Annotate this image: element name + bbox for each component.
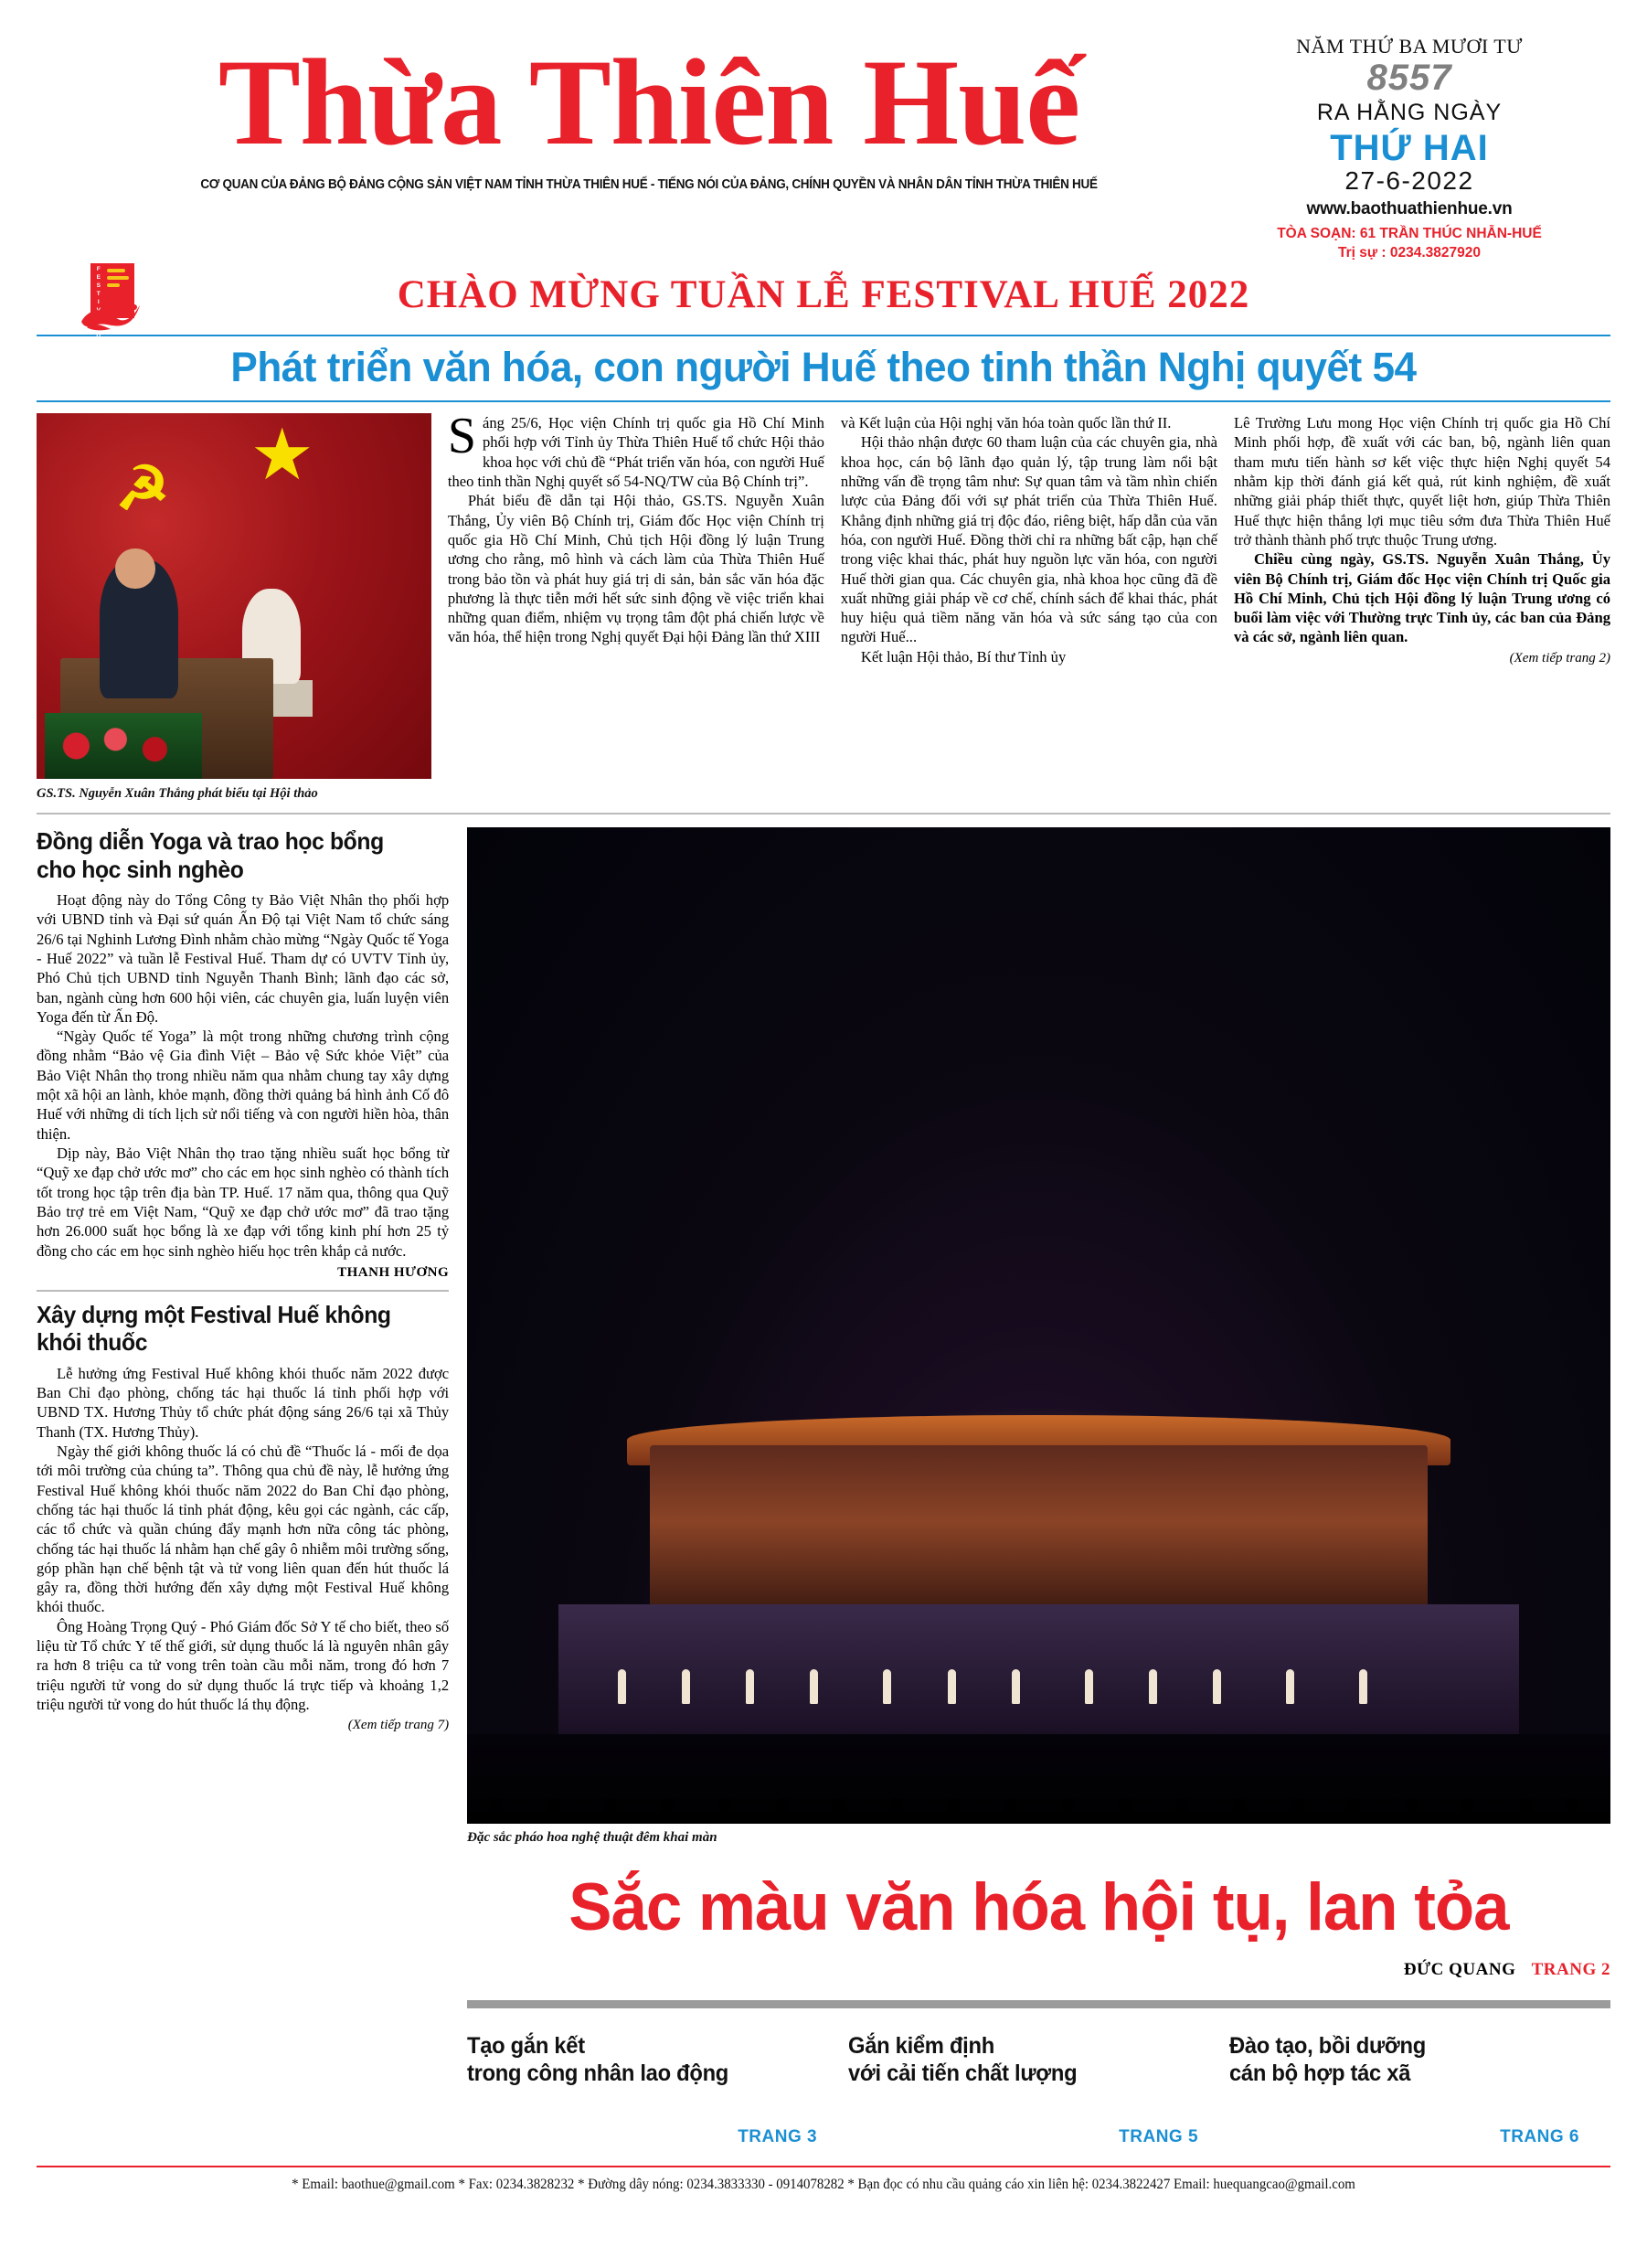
newspaper-tagline: CƠ QUAN CỦA ĐẢNG BỘ ĐẢNG CỘNG SẢN VIỆT NAM TỈNH THỪA THIÊN HUẾ - TIẾNG NÓI CỦA ĐẢNG, CHÍNH QUYỀN VÀ NHÂN DÂN TỈNH THỪA THIÊN HUẾ xyxy=(200,177,1098,192)
teaser-item[interactable] xyxy=(467,2032,848,2147)
top-story-headline[interactable]: Phát triển văn hóa, con người Huế theo tinh thần Nghị quyết 54 xyxy=(230,344,1417,390)
side2-para-1: Lễ hưởng ứng Festival Huế không khói thuốc năm 2022 được Ban Chỉ đạo phòng, chống tác hại thuốc lá tỉnh phối hợp với UBND TX. Hương Thủy tổ chức phát động sáng 26/6 tại xã Thủy Thanh (TX. Hương Thủy). xyxy=(37,1364,450,1441)
lead-para-7: Chiều cùng ngày, GS.TS. Nguyễn Xuân Thắng, Ủy viên Bộ Chính trị, Giám đốc Học viện Chính trị Quốc gia Hồ Chí Minh, Chủ tịch Hội đồng lý luận Trung ương có buổi làm việc với Thường trực Tỉnh ủy, các ban của Đảng và các sở, ngành liên quan. xyxy=(1233,550,1611,646)
teaser-1-line-1: Tạo gắn kết xyxy=(467,2033,585,2060)
teaser-2-line-1: Gắn kiểm định xyxy=(848,2033,995,2060)
feature-page-ref[interactable]: TRANG 2 xyxy=(1531,1960,1610,1980)
teaser-3-line-2: cán bộ hợp tác xã xyxy=(1229,2060,1411,2087)
feature-byline: ĐỨC QUANG xyxy=(1403,1960,1516,1980)
stage-performers xyxy=(581,1614,1496,1704)
masthead-info-block xyxy=(1199,35,1620,263)
drop-cap: S xyxy=(447,408,476,464)
teaser-row xyxy=(467,2032,1610,2147)
lead-article xyxy=(37,408,1611,802)
side1-para-1: Hoạt động này do Tổng Công ty Bảo Việt Nhân thọ phối hợp với UBND tỉnh và Đại sứ quán Ấn Độ tại Việt Nam tổ chức sáng 26/6 tại Nghinh Lương Đình nhằm chào mừng “Ngày Quốc tế Yoga - Huế 2022” và tuần lễ Festival Huế. Tham dự có UVTV Tỉnh ủy, Phó Chủ tịch UBND tỉnh Nguyễn Thanh Bình; lãnh đạo các sở, ban, ngành cùng hơn 600 hội viên, các chuyên gia, luấn luyện viên Yoga đến từ Ấn Độ. xyxy=(37,890,450,1026)
issue-number: 8557 xyxy=(1366,58,1452,98)
lead-photo xyxy=(37,413,431,779)
teaser-2-page[interactable]: TRANG 5 xyxy=(1119,2127,1199,2147)
lead-column-3 xyxy=(1234,413,1610,802)
footer-contact-line: * Email: baothue@gmail.com * Fax: 0234.3828232 * Đường dây nóng: 0234.3833330 - 0914078282 * Bạn đọc có nhu cầu quảng cáo xin liên hệ: 0234.3822427 Email: huequangcao@gmail.com xyxy=(292,2177,1355,2193)
rule-above-headline xyxy=(37,335,1610,336)
frequency-label: RA HẰNG NGÀY xyxy=(1316,100,1503,125)
side-story-1-byline: THANH HƯƠNG xyxy=(337,1264,450,1280)
side-story-2-continued-link[interactable]: (Xem tiếp trang 7) xyxy=(347,1718,450,1733)
side1-para-2: “Ngày Quốc tế Yoga” là một trong những chương trình cộng đồng nhằm “Bảo vệ Gia đình Việt – Bảo vệ Sức khỏe Việt” của Bảo Việt Nhân thọ trong nhiều năm qua nhằm chung tay xây dựng một xã hội an lành, khỏe mạnh, đồng thời quảng bá hình ảnh Cố đô Huế với những di tích lịch sử nổi tiếng và con người hiền hòa, thân thiện. xyxy=(37,1028,450,1143)
footer-rule xyxy=(37,2166,1610,2167)
newspaper-title: Thừa Thiên Huế xyxy=(218,35,1080,171)
side1-para-3: Dịp này, Bảo Việt Nhân thọ trao tặng nhiều suất học bổng từ “Quỹ xe đạp chở ước mơ” cho các em học sinh nghèo có thành tích tốt trong học tập trên địa bàn TP. Huế. 17 năm qua, thông qua Quỹ Bảo trợ trẻ em Việt Nam, “Quỹ xe đạp chở ước mơ” đã trao tặng hơn 26.000 suất học bổng là xe đạp với tổng kinh phí hơn 25 tỷ đồng cho các em học sinh nghèo hiếu học trên khắp cả nước. xyxy=(37,1145,450,1260)
teaser-1-line-2: trong công nhân lao động xyxy=(467,2060,729,2087)
feature-photo xyxy=(467,827,1610,1824)
weekday-label: THỨ HAI xyxy=(1330,128,1489,168)
lead-column-photo xyxy=(37,413,431,802)
masthead-left xyxy=(87,35,1211,192)
lower-section xyxy=(37,827,1610,2147)
rule-below-headline xyxy=(37,400,1610,402)
teaser-item[interactable] xyxy=(1229,2032,1610,2147)
feature-headline[interactable]: Sắc màu văn hóa hội tụ, lan tỏa xyxy=(568,1870,1509,1945)
side2-para-3: Ông Hoàng Trọng Quý - Phó Giám đốc Sở Y tế cho biết, theo số liệu từ Tổ chức Y tế thế giới, sử dụng thuốc lá là nguyên nhân gây ra hơn 8 triệu ca tử vong trên toàn cầu mỗi năm, trong đó hơn 7 triệu người tử vong do sử dụng thuốc lá trực tiếp và khoảng 1,2 triệu người tử vong do hút thuốc lá thụ động. xyxy=(37,1617,450,1713)
office-phone: Trị sự : 0234.3827920 xyxy=(1337,244,1481,261)
hammer-sickle-icon: ☭ xyxy=(115,456,170,523)
lead-column-1 xyxy=(447,408,824,802)
teaser-3-page[interactable]: TRANG 6 xyxy=(1500,2127,1580,2147)
masthead xyxy=(0,0,1647,265)
teaser-2-line-2: với cải tiến chất lượng xyxy=(848,2060,1078,2087)
side-story-2-headline[interactable]: Xây dựng một Festival Huế không khói thuốc xyxy=(37,1300,391,1357)
lead-para-4: Hội thảo nhận được 60 tham luận của các chuyên gia, nhà khoa học, cán bộ lãnh đạo quản lý, tập trung làm nổi bật những vấn đề trọng tâm như: Sự quan tâm và tầm nhìn chiến lược của Đảng đối với sự phát triển của Thừa Thiên Huế. Khẳng định những giá trị độc đáo, riêng biệt, hấp dẫn của văn hóa, con người Huế. Đồng thời chỉ ra những bất cập, hạn chế trong việc khai thác, phát huy nguồn lực văn hóa, con người Huế thời gian qua. Các chuyên gia, nhà khoa học cũng đã đề xuất những giải pháp về cơ chế, chính sách để khai thác, phát huy hiệu quả tiềm năng văn hóa và sức sáng tạo của con người Huế... xyxy=(840,433,1217,646)
lead-para-3: và Kết luận của Hội nghị văn hóa toàn quốc lần thứ II. xyxy=(840,414,1172,431)
festival-band-title: CHÀO MỪNG TUẦN LỄ FESTIVAL HUẾ 2022 xyxy=(397,273,1250,316)
festival-logo-text: F E S T I H U E 2 0 2 2 xyxy=(96,266,101,388)
feature-photo-caption: Đặc sắc pháo hoa nghệ thuật đêm khai màn xyxy=(467,1830,717,1846)
side-story-1-headline[interactable]: Đồng diễn Yoga và trao học bổng cho học sinh nghèo xyxy=(37,827,384,883)
feature-byline-row xyxy=(467,1960,1610,1980)
teaser-item[interactable] xyxy=(848,2032,1229,2147)
lead-continued-link[interactable]: (Xem tiếp trang 2) xyxy=(1509,650,1611,665)
lead-para-2: Phát biểu đề dẫn tại Hội thảo, GS.TS. Nguyễn Xuân Thắng, Ủy viên Bộ Chính trị, Giám đốc Học viện Chính trị quốc gia Hồ Chí Minh, Chủ tịch Hội đồng lý luận Trung ương cho rằng, mô hình và cách làm của Thừa Thiên Huế trong bảo tồn và phát huy giá trị di sản, bản sắc văn hóa đặc phương là thực tiễn mới hết sức sinh động về việc triển khai những quan điểm, nhiệm vụ trọng tâm đột phá chiến lược về văn hóa, thể hiện trong Nghị quyết Đại hội Đảng lần thứ XIII xyxy=(447,492,824,646)
teaser-1-page[interactable]: TRANG 3 xyxy=(738,2127,818,2147)
left-column xyxy=(37,827,449,2147)
lead-para-5: Kết luận Hội thảo, Bí thư Tỉnh ủy xyxy=(860,647,1067,665)
lead-photo-caption: GS.TS. Nguyễn Xuân Thắng phát biểu tại Hội thảo xyxy=(37,786,318,801)
lead-para-1: áng 25/6, Học viện Chính trị quốc gia Hồ Chí Minh phối hợp với Tỉnh ủy Thừa Thiên Huế tổ chức Hội thảo khoa học với chủ đề “Phát triển văn hóa, con người Huế theo tinh thần Nghị quyết số 54-NQ/TW của Bộ Chính trị”. xyxy=(447,414,824,490)
office-info xyxy=(1199,225,1620,263)
feature-column xyxy=(467,827,1610,2147)
gray-divider-bar xyxy=(467,2000,1610,2008)
publication-date: 27-6-2022 xyxy=(1344,166,1474,195)
office-address: TÒA SOẠN: 61 TRẦN THÚC NHẪN-HUẾ xyxy=(1277,226,1542,241)
rule-mid-page xyxy=(37,813,1610,815)
side2-para-2: Ngày thế giới không thuốc lá có chủ đề “Thuốc lá - mối đe dọa tới môi trường của chúng ta”. Thông qua chủ đề này, lễ hưởng ứng Festival Huế không khói thuốc năm 2022 do Ban Chỉ đạo phòng, chống tác hại thuốc lá tỉnh phát động, kêu gọi các ngành, các cấp, các tổ chức và quần chúng đẩy mạnh hơn nữa công tác phòng, chống tác hại thuốc lá nhằm hạn chế gây ô nhiễm môi trường sống, góp phần hạn chế bệnh tật và tử vong liên quan đến hút thuốc lá gây ra, đồng thời hướng đến xây dựng một Festival Huế không khói thuốc. xyxy=(37,1442,450,1616)
lead-column-2 xyxy=(841,413,1217,802)
website-url[interactable]: www.baothuathienhue.vn xyxy=(1306,199,1513,218)
lead-para-6: Lê Trường Lưu mong Học viện Chính trị quốc gia Hồ Chí Minh phối hợp, đề xuất với các ban, bộ, ngành liên quan tham mưu tiến hành sơ kết việc thực hiện Nghị quyết 54 nhằm kịp thời đánh giá kết quả, rút kinh nghiệm, đề xuất những giải pháp thiết thực, quyết liệt hơn, giúp Thừa Thiên Huế thực hiện thắng lợi mục tiêu sớm đưa Thừa Thiên Huế trở thành thành phố trực thuộc Trung ương. xyxy=(1233,414,1611,548)
rule-between-side-stories xyxy=(37,1290,449,1292)
audience-silhouette xyxy=(467,1734,1610,1824)
teaser-3-line-1: Đào tạo, bồi dưỡng xyxy=(1229,2033,1427,2060)
year-line: NĂM THỨ BA MƯƠI TƯ xyxy=(1296,35,1523,58)
